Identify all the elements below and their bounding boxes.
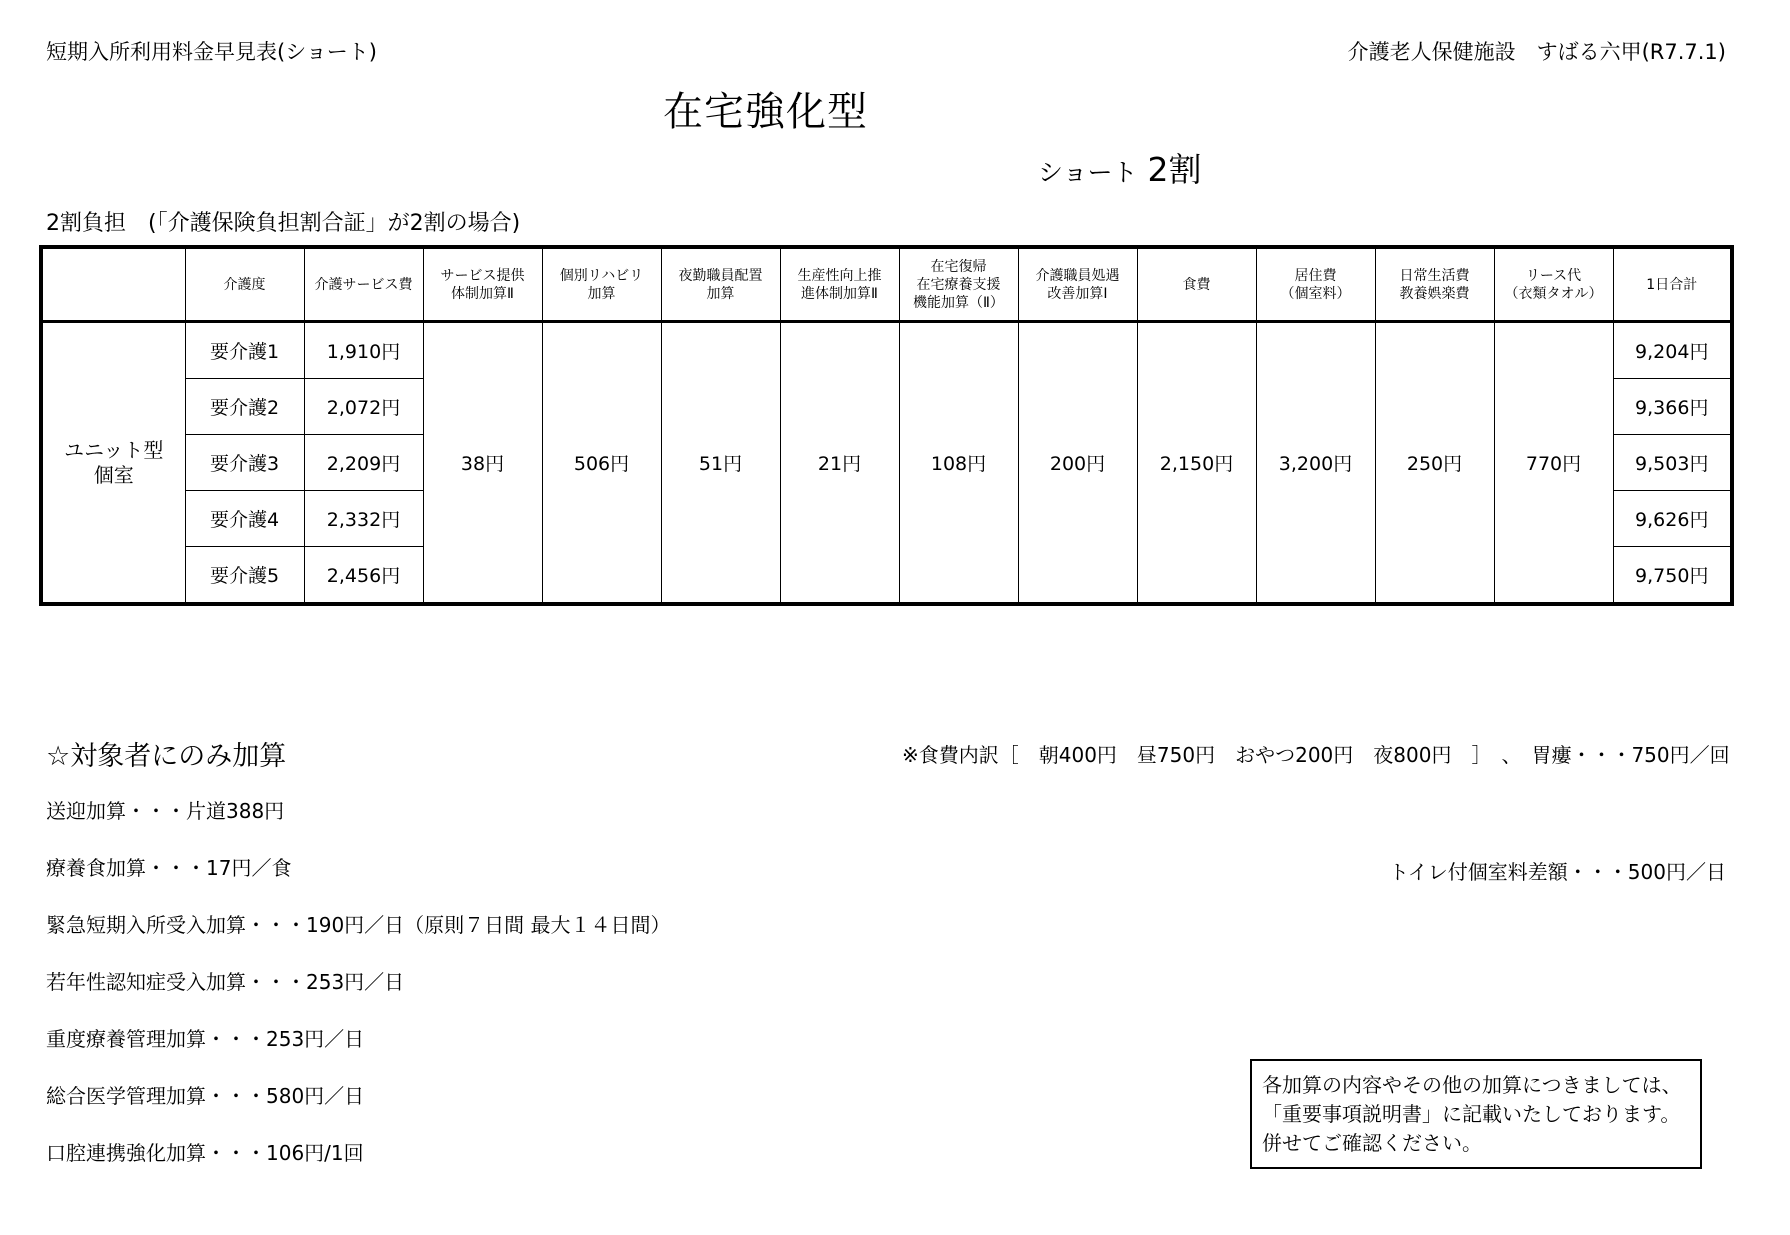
- header-service-system: サービス提供 体制加算Ⅱ: [423, 247, 542, 322]
- header-night-staff: 夜勤職員配置 加算: [661, 247, 780, 322]
- care-level-cell: 要介護1: [185, 322, 304, 379]
- info-box: 各加算の内容やその他の加算につきましては、「重要事項説明書」に記載いたしております。併せてご確認ください。: [1250, 1059, 1702, 1169]
- extra-item: 総合医学管理加算・・・580円／日: [46, 1084, 365, 1108]
- toilet-room-note: トイレ付個室料差額・・・500円／日: [1388, 860, 1726, 884]
- main-title: 在宅強化型: [663, 89, 868, 135]
- daily-life-cell: 250円: [1375, 322, 1494, 605]
- extra-item: 口腔連携強化加算・・・106円/1回: [46, 1141, 364, 1165]
- daily-total-cell: 9,503円: [1613, 435, 1732, 491]
- care-level-cell: 要介護4: [185, 491, 304, 547]
- extras-title: ☆対象者にのみ加算: [46, 741, 287, 772]
- meal-cell: 2,150円: [1137, 322, 1256, 605]
- room-type-cell: ユニット型 個室: [41, 322, 185, 605]
- header-room-type: [41, 247, 185, 322]
- daily-total-cell: 9,204円: [1613, 322, 1732, 379]
- night-staff-cell: 51円: [661, 322, 780, 605]
- burden-note: 2割負担 (「介護保険負担割合証」が2割の場合): [46, 211, 521, 236]
- header-daily-life: 日常生活費 教養娯楽費: [1375, 247, 1494, 322]
- table-header-row: [41, 247, 1732, 322]
- daily-total-cell: 9,366円: [1613, 379, 1732, 435]
- table-row: [41, 322, 1732, 379]
- rehab-cell: 506円: [542, 322, 661, 605]
- service-cost-cell: 1,910円: [304, 322, 423, 379]
- service-system-cell: 38円: [423, 322, 542, 605]
- header-staff-treatment: 介護職員処遇 改善加算Ⅰ: [1018, 247, 1137, 322]
- care-level-cell: 要介護3: [185, 435, 304, 491]
- header-daily-total: 1日合計: [1613, 247, 1732, 322]
- lease-cell: 770円: [1494, 322, 1613, 605]
- subtitle-ratio-label: 2割: [1147, 150, 1202, 189]
- home-return-cell: 108円: [899, 322, 1018, 605]
- header-productivity: 生産性向上推 進体制加算Ⅱ: [780, 247, 899, 322]
- service-cost-cell: 2,456円: [304, 547, 423, 605]
- header-meal: 食費: [1137, 247, 1256, 322]
- extra-item: 送迎加算・・・片道388円: [46, 799, 285, 823]
- care-level-cell: 要介護5: [185, 547, 304, 605]
- header-home-return: 在宅復帰 在宅療養支援 機能加算（Ⅱ）: [899, 247, 1018, 322]
- header-rehab: 個別リハビリ 加算: [542, 247, 661, 322]
- extra-item: 重度療養管理加算・・・253円／日: [46, 1027, 365, 1051]
- service-cost-cell: 2,072円: [304, 379, 423, 435]
- daily-total-cell: 9,626円: [1613, 491, 1732, 547]
- subtitle-short-label: ショート: [1038, 158, 1138, 187]
- header-residence: 居住費 （個室料）: [1256, 247, 1375, 322]
- header-lease: リース代 （衣類タオル）: [1494, 247, 1613, 322]
- daily-total-cell: 9,750円: [1613, 547, 1732, 605]
- document-title: 短期入所利用料金早見表(ショート): [46, 40, 377, 64]
- service-cost-cell: 2,209円: [304, 435, 423, 491]
- residence-cell: 3,200円: [1256, 322, 1375, 605]
- service-cost-cell: 2,332円: [304, 491, 423, 547]
- meal-breakdown-note: ※食費内訳［ 朝400円 昼750円 おやつ200円 夜800円 ］ 、 胃瘻・・・750円／回: [902, 743, 1730, 767]
- extra-item: 療養食加算・・・17円／食: [46, 856, 292, 880]
- subtitle: [1038, 144, 1202, 191]
- rate-table: [39, 245, 1734, 606]
- extra-item: 若年性認知症受入加算・・・253円／日: [46, 970, 405, 994]
- facility-name: 介護老人保健施設 すばる六甲(R7.7.1): [1347, 40, 1726, 64]
- header-service: 介護サービス費: [304, 247, 423, 322]
- staff-treatment-cell: 200円: [1018, 322, 1137, 605]
- care-level-cell: 要介護2: [185, 379, 304, 435]
- productivity-cell: 21円: [780, 322, 899, 605]
- extra-item: 緊急短期入所受入加算・・・190円／日（原則７日間 最大１４日間）: [46, 913, 671, 937]
- header-care-level: 介護度: [185, 247, 304, 322]
